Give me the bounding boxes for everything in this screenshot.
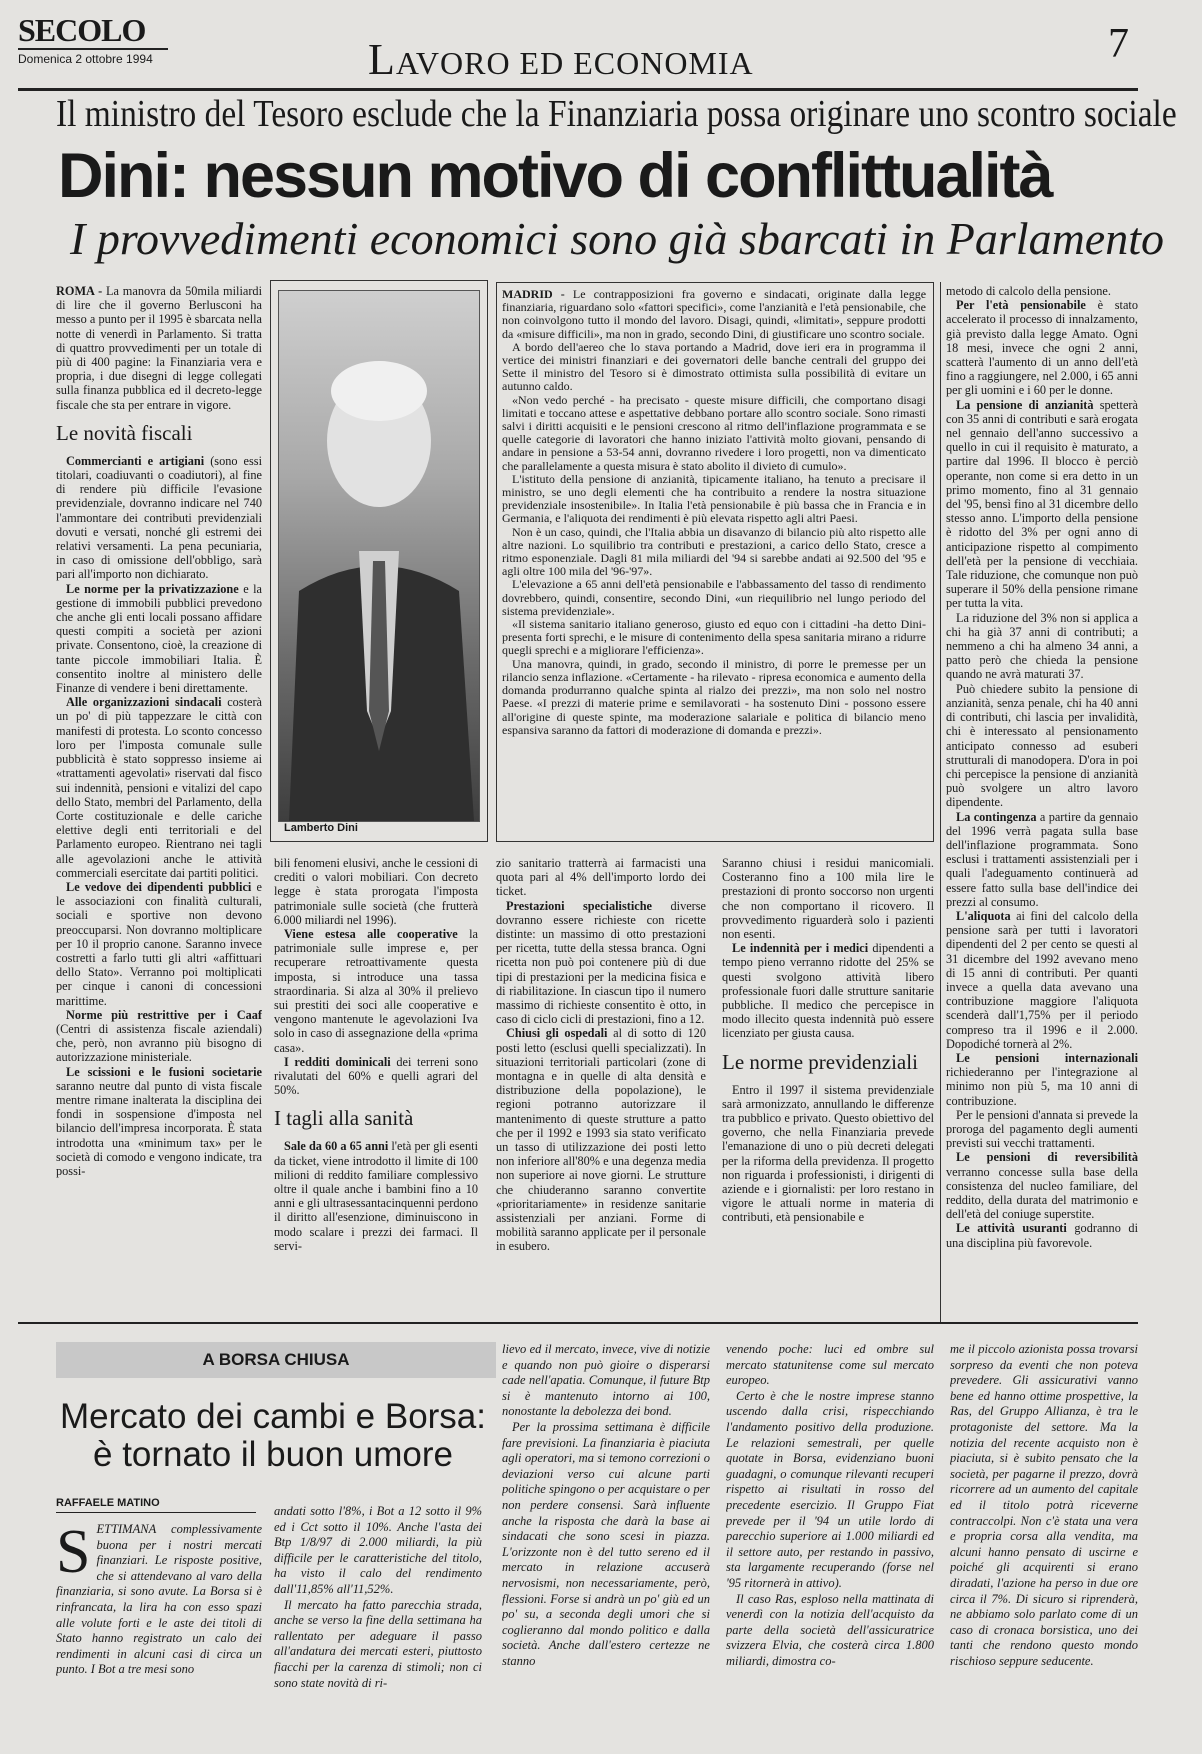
paragraph: richiederanno per l'integrazione al minimo non più 5, ma 10 anni di contribuzione. [946, 1065, 1138, 1108]
paragraph: (sono essi titolari, coadiuvanti o coadiutori), al fine di rendere più difficile l'evasione previdenziale, dovranno indicare nel 740 l'ammontare dei contributi previdenziali dovuti e versati, nonché gli estremi dei relativi versamenti. La pena pecuniaria, in caso di omissione dell'obbligo, sarà pari all'importo non dichiarato. [56, 453, 262, 582]
paragraph: A bordo dell'aereo che lo stava portando a Madrid, dove ieri era in programma il vertice dei ministri finanziari e dei governatori delle banche centrali del gruppo dei Sette il ministro del Tesoro si è dimostrato ottimista sulla possibilità di evitare un autunno caldo. [502, 339, 926, 394]
paragraph: Per la prossima settimana è difficile fare previsioni. La finanziaria è piaciuta agli operatori, ma si temono correzioni o deviazioni verso cui alcune parti politiche spingono o per acquistare o per non perdere consensi. Sarà influente anche la risposta che darà la base ai sindacati che sono scesi in piazza. L'orizzonte non è del tutto sereno ed il mercato in relazione accuserà nervosismi, non necessariamente, però, flessioni. Forse si andrà un po' giù ed un po' su, a seconda degli umori che si coglieranno dal mondo politico e dalla società. Anche dall'estero certezze ne stanno [502, 1419, 710, 1668]
paragraph: «Non vedo perché - ha precisato - queste misure difficili, che comportano disagi limitati e toccano attese e aspettative debbano portare allo scontro sociale. Sono rimasti salvi i diritti acquisiti e le pensioni crescono al ritmo dell'inflazione programmata e se quelle categorie di lavoratori che hanno iniziato l'attività molto giovani, pensando di andare in pensione a 53-54 anni, dovranno rivedere i loro progetti, non va dimenticato che parallelamente a questa misura è stato abolito il divieto di cumulo». [502, 392, 926, 473]
byline-rule [56, 1512, 256, 1513]
article-column-5 [946, 284, 1138, 1320]
paragraph: la patrimoniale sulle imprese e, per recuperare retroattivamente questa imposta, si introduce una tassa straordinaria. Si alza al 30% il prelievo sui prestiti dei soci alle cooperative e vengono mantenute le agevolazioni Iva solo in caso di assegnazione della «prima casa». [274, 927, 478, 1055]
paragraph: Il mercato ha fatto parecchia strada, anche se verso la fine della settimana ha rallentato per adeguare il passo all'andatura dei mercati esteri, piuttosto fiacchi per la carenza di stimoli; non ci sono state novità di ri- [274, 1597, 482, 1690]
paragraph: Per le pensioni d'annata si prevede la proroga del pagamento degli aumenti previsti sui vecchi trattamenti. [946, 1107, 1138, 1151]
section-heading: Le novità fiscali [56, 420, 193, 445]
paragraph-lead: La pensione di anzianità [956, 397, 1094, 412]
paragraph-lead: Norme più restrittive per i Caaf [66, 1007, 262, 1022]
paragraph: diverse dovranno essere richieste con ricette distinte: un massimo di otto prestazioni per ricetta, tutte della stessa branca. Ogni ricetta non può poi contenere più di due tipi di prestazioni per la medicina fisica e di riabilitazione. In ciascun tipo il numero massimo di richieste consentito è otto, in caso di ciclo cicli di prestazioni, fino a 12. [496, 898, 706, 1027]
bottom-rule [18, 1322, 1138, 1324]
paragraph-lead: Prestazioni specialistiche [506, 898, 652, 913]
newspaper-name: SECOLO [18, 12, 146, 48]
paragraph-lead: Le indennità per i medici [732, 941, 869, 956]
article-column-1 [56, 284, 262, 1324]
article-column-2 [274, 856, 478, 1320]
paragraph: Non è un caso, quindi, che l'Italia abbia un disavanzo di bilancio più alto rispetto alle altre nazioni. Lo squilibrio tra contributi e prestazioni, a carico dello Stato, cresce a ritmo esponenziale. Dagli 81 mila miliardi del '94 si sarebbe andati ai 92.500 del '95 e agli oltre 100 mila del '96-'97». [502, 524, 926, 579]
issue-date: Domenica 2 ottobre 1994 [18, 52, 153, 66]
borsa-headline: Mercato dei cambi e Borsa: è tornato il buon umore [59, 1397, 486, 1474]
lead-text: La manovra da 50mila miliardi di lire che il governo Berlusconi ha messo a punto per il 1995 è sbarcata nella notte di venerdì in Parlamento. Si tratta di quattro provvedimenti per un totale di più di 400 pagine: la Finanziaria vera e propria, i due disegni di legge collegati sulla finanza pubblica ed il decreto-legge fiscale che sta per entrare in vigore. [56, 284, 262, 412]
paragraph: me il piccolo azionista possa trovarsi sorpreso da eventi che non poteva prevedere. Gli assicurativi vanno bene ed hanno ottime prospettive, la Ras, del Gruppo Allianza, è tra le protagoniste del settore. Ma la notizia del recente acquisto non è piaciuta, si è subito pensato che la società, per pagarne il prezzo, dovrà ricorrere ad un aumento del capitale ed il titolo potrà riceverne contraccolpi. Non c'è stata una vera e propria corsa alla vendita, ma alcuni hanno pensato di uscirne e poiché gli acquirenti si erano diradati, l'azione ha perso in due ore circa il 7%. Di sicuro si riprenderà, ne abbiamo solo parlato come di un caso di cronaca borsistica, uno dei tanti che rendono questo mondo rischioso seppure seducente. [950, 1342, 1138, 1668]
paragraph: e la gestione di immobili pubblici prevedono che anche gli enti locali possano affidare questi compiti a società per azioni private. Consentono, cioè, la creazione di tante piccole immobiliari Italia. È consentito inoltre al ministero delle Finanze di vendere i beni direttamente. [56, 581, 262, 696]
kicker: Il ministro del Tesoro esclude che la Finanziaria possa originare uno scontro sociale [56, 93, 1177, 135]
portrait-figure [279, 291, 479, 821]
paragraph: e le associazioni con finalità culturali, sociali e sportive non devono preoccuparsi. Non dovranno moltiplicare per 10 il proprio canone. Saranno invece costretti a farlo tutti gli altri «affittuari dello Stato». Verranno poi moltiplicati per cinque i canoni di concessioni marittime. [56, 879, 262, 1008]
borsa-banner: A BORSA CHIUSA [56, 1342, 496, 1378]
portrait-photo [278, 290, 480, 822]
paragraph: La riduzione del 3% non si applica a chi ha già 37 anni di contributi; a nemmeno a chi ha almeno 34 anni, a patto però che chieda la pensione quando ne avrà maturati 37. [946, 610, 1138, 682]
headline: Dini: nessun motivo di conflittualità [58, 141, 1052, 211]
paragraph: godranno di una disciplina più favorevole. [946, 1221, 1138, 1250]
paragraph: l'età per gli esenti da ticket, viene introdotto il limite di 100 milioni di reddito familiare complessivo oltre il quale anche i bambini fino a 10 anni e gli ultrasessantacinquenni perdono il diritto all'esenzione, diminuiscono in modo scalare i prezzi dei farmaci. Il servi- [274, 1139, 478, 1253]
borsa-column-1 [56, 1522, 262, 1734]
section-initial: L [368, 35, 396, 84]
paragraph: lievo ed il mercato, invece, vive di notizie e quando non può gioire o disperarsi cade nell'apatia. Comunque, il future Btp si è mantenuto intorno ai 100, nonostante la debolezza dei bond. [502, 1342, 710, 1419]
paragraph: spetterà con 35 anni di contributi e sarà erogata nel gennaio dell'anno successivo a quello in cui il requisito è maturato, a partire dal 1996. Il blocco è perciò operante, non come si era detto in un primo momento, fino al 31 gennaio del '95, bensì fino al 31 dicembre dello stesso anno. L'importo della pensione è ridotto del 3% per ogni anno di anticipazione rispetto al compimento dell'età per la pensione di vecchiaia. Tale riduzione, che comunque non può superare il 50% della pensione rimane per tutta la vita. [946, 397, 1138, 611]
masthead-rule [18, 48, 168, 50]
paragraph-lead: Le pensioni di reversibilità [956, 1150, 1138, 1165]
paragraph-lead: Le scissioni e le fusioni societarie [66, 1064, 262, 1079]
paragraph-lead: Per l'età pensionabile [956, 298, 1086, 313]
paragraph-lead: Le attività usuranti [956, 1221, 1067, 1236]
paragraph-lead: I redditi dominicali [284, 1054, 391, 1069]
paragraph: zio sanitario tratterrà ai farmacisti una quota pari al 4% dell'importo lordo dei ticket. [496, 856, 706, 899]
dateline: ROMA - [56, 284, 103, 298]
paragraph: «Il sistema sanitario italiano generoso, giusto ed equo con i cittadini -ha detto Dini- presenta forti sprechi, e le misure di contenimento della spesa sanitaria mirano a ridurre quegli sprechi e a migliorare l'efficienza». [502, 617, 926, 658]
paragraph-lead: L'aliquota [956, 908, 1011, 923]
drop-cap: S [56, 1522, 91, 1586]
paragraph: Una manovra, quindi, in grado, secondo il ministro, di porre le premesse per un rilancio senza inflazione. «Certamente - ha rilevato - ripresa economica e aumento della domanda produrranno qualche spinta al rialzo dei prezzi», ma non solo nel nostro Paese. «I prezzi di materie prime e semilavorati - ha sostenuto Dini - possono essere all'origine di queste spinte, ma moderazione salariale e politica di bilancio meno espansiva saranno da fattori di moderazione di domanda e prezzi». [502, 656, 926, 737]
paragraph: ai fini del calcolo della pensione sarà per tutti i lavoratori dipendenti del 2 per cento se questi al 31 dicembre del 1992 avevano meno di 15 anni di contributi. Per quanti invece a quella data avevano una contribuzione maggiore l'aliquota scenderà dall'1,75% per il periodo compreso tra il 1996 e il 2.000. Dopodiché tornerà al 2%. [946, 908, 1138, 1051]
section-heading: I tagli alla sanità [274, 1106, 414, 1131]
article-column-4 [722, 856, 934, 1320]
section-rest: AVORO ED ECONOMIA [395, 45, 754, 81]
paragraph: saranno neutre dal punto di vista fiscale mentre rimane inalterata la disciplina dei fondi in sospensione d'imposta nel bilancio dell'impresa incorporata. È stata introdotta una «minimum tax» per le società di comodo e vengono indicate, tra possi- [56, 1078, 262, 1178]
paragraph-lead: Le norme per la privatizzazione [66, 581, 239, 596]
paragraph: a partire da gennaio del 1996 verrà pagata sulla base dell'inflazione programmata. Sono esclusi i trattamenti assistenziali per i quali l'adeguamento continuerà ad essere fatto sulla base dell'indice dei prezzi al consumo. [946, 809, 1138, 909]
paragraph: L'istituto della pensione di anzianità, tipicamente italiano, ha tenuto a precisare il ministro, se uno degli elementi che ha contribuito a rendere la nostra situazione previdenziale insostenibile». In Italia l'età pensionabile è più bassa che in Francia e in Germania, e l'aliquota dei rendimenti è più elevata rispetto agli altri Paesi. [502, 471, 926, 526]
borsa-column-4 [726, 1342, 934, 1736]
paragraph: bili fenomeni elusivi, anche le cessioni di crediti o valori mobiliari. Con decreto legge è stata prorogata l'imposta patrimoniale sulle società (che frutterà 6.000 miliardi nel 1996). [274, 856, 478, 927]
paragraph-lead: Commercianti e artigiani [66, 453, 205, 468]
photo-caption: Lamberto Dini [284, 822, 358, 834]
paragraph: ETTIMANA complessivamente buona per i nostri mercati finanziari. Le risposte positive, che si attendevano al varo della finanziaria, si sono avute. La Borsa si è rinfrancata, la lira ha con esso spazi alle volute forti e le aste dei titoli di Stato hanno registrato un calo dei rendimenti in alcuni casi di circa un punto. I Bot a tre mesi sono [56, 1522, 262, 1677]
boxed-article [502, 288, 926, 836]
paragraph: è stato accelerato il processo di innalzamento, già previsto dalla legge Amato. Ogni 18 mesi, invece che ogni 2 anni, scatterà l'aumento di un anno dell'età fino a raggiungere, nel 2.000, i 65 anni per gli uomini e i 60 per le donne. [946, 298, 1138, 398]
paragraph-lead: Le pensioni internazionali [956, 1050, 1138, 1065]
section-heading: Le norme previdenziali [722, 1049, 918, 1074]
paragraph: Il caso Ras, esploso nella mattinata di venerdì con la notizia dell'acquisto da parte della società dell'assicuratrice svizzera Elvia, che costerà circa 1.800 miliardi, dimostra co- [726, 1591, 934, 1668]
paragraph: Le contrapposizioni fra governo e sindacati, originate dalla legge finanziaria, riguardano solo «fattori specifici», come l'anzianità e l'età pensionabile, che non coinvolgono tutto il mondo del lavoro. Disagi, quindi, «limitati», seppure prodotti da «misure difficili», ma non in grado, secondo Dini, di giustificare uno scontro sociale. [502, 288, 926, 341]
dateline: MADRID - [502, 288, 565, 301]
paragraph: Entro il 1997 il sistema previdenziale sarà armonizzato, annullando le differenze tra pubblico e privato. Questo obiettivo del governo, che nella Finanziaria prevede l'emanazione di uno o più decreti delegati per la riforma della previdenza. Il progetto non riguarda i professionisti, i dirigenti di aziende e i giornalisti: per loro restano in vigore le attuali norme in materia di contributi, età pensionabile e [722, 1082, 934, 1225]
paragraph: Certo è che le nostre imprese stanno uscendo dalla crisi, rispecchiando l'andamento positivo della produzione. Le relazioni semestrali, per quelle quotate in Borsa, evidenziano buoni guadagni, o comunque rilevanti recuperi rispetto ai risultati in rosso del precedente esercizio. Il Gruppo Fiat prevede per il '94 un utile lordo di parecchio superiore ai 1.000 miliardi ed il settore auto, per restando in passivo, sta largamente recuperando (forse nel '95 ritornerà in attivo). [726, 1388, 934, 1590]
paragraph: Può chiedere subito la pensione di anzianità, senza penale, chi ha 40 anni di contributi, chi lascia per invalidità, chi è interessato al pensionamento anticipato connesso ad esuberi strutturali di manodopera. D'ora in poi chi percepisce la pensione di anzianità può svolgere un altro lavoro dipendente. [946, 681, 1138, 810]
paragraph: al di sotto di 120 posti letto (esclusi quelli specializzati). In situazioni territoriali particolari (zone di montagna e in quelle di alta densità e distribuzione della popolazione), le regioni potranno autorizzare il mantenimento di queste strutture a patto che per il 1992 e 1993 sia stato verificato un tasso di utilizzazione dei posti letto non inferiore all'80% e una degenza media non superiore ai nove giorni. Le strutture che chiuderanno saranno convertite «prioritariamente» in residenze sanitarie assistenziali per anziani. Forme di mobilità saranno applicate per il personale in esubero. [496, 1026, 706, 1254]
paragraph: andati sotto l'8%, i Bot a 12 sotto il 9% ed i Cct sotto il 10%. Anche l'asta dei Btp 1/8/97 di 2.000 miliardi, la più difficile per le caratteristiche del titolo, ha visto il calo del rendimento dall'11,85% all'11,52%. [274, 1504, 482, 1596]
page-number: 7 [1108, 21, 1129, 67]
section-title [368, 34, 754, 85]
column-divider [940, 282, 941, 1322]
borsa-column-3 [502, 1342, 710, 1736]
borsa-column-2 [274, 1504, 482, 1736]
paragraph-lead: La contingenza [956, 809, 1037, 824]
paragraph: dei terreni sono rivalutati del 60% e quelli agrari del 50%. [274, 1054, 478, 1098]
paragraph: costerà un po' di più tappezzare le città con manifesti di protesta. Lo sconto concesso loro per l'imposta comunale sulle pubblicità è stato soppresso insieme ai «trattamenti agevolati» riservati dal fisco sui indennità, pensioni e vitalizi del capo dello Stato, membri del Parlamento, della Corte costituzionale e delle cariche elettive degli enti territoriali e del Parlamento europeo. Rientrano nei tagli alle agevolazioni anche le attività commerciali esercitate dai partiti politici. [56, 695, 262, 880]
subheadline: I provvedimenti economici sono già sbarcati in Parlamento [70, 213, 1165, 264]
byline: RAFFAELE MATINO [56, 1497, 160, 1509]
paragraph: dipendenti a tempo pieno verranno ridotte del 25% se questi svolgono attività libero professionale fuori dalle strutture sanitarie pubbliche. Il medico che percepisce in modo illecito questa indennità può essere licenziato per giusta causa. [722, 941, 934, 1041]
paragraph-lead: Le vedove dei dipendenti pubblici [66, 879, 252, 894]
top-rule [18, 88, 1138, 91]
paragraph-lead: Chiusi gli ospedali [506, 1026, 608, 1041]
borsa-column-5 [950, 1342, 1138, 1736]
paragraph: L'elevazione a 65 anni dell'età pensionabile e l'abbassamento del tasso di rendimento dovrebbero, quindi, consentire, secondo Dini, «un riequilibrio nel lungo periodo del sistema previdenziale». [502, 577, 926, 618]
paragraph-lead: Viene estesa alle cooperative [284, 927, 458, 942]
paragraph: verranno concesse sulla base della consistenza del nucleo familiare, del reddito, della durata del matrimonio e dell'età del coniuge superstite. [946, 1164, 1138, 1222]
article-column-3 [496, 856, 706, 1320]
paragraph-lead: Alle organizzazioni sindacali [66, 695, 222, 710]
paragraph: venendo poche: luci ed ombre sul mercato statunitense come sul mercato europeo. [726, 1342, 934, 1388]
paragraph: metodo di calcolo della pensione. [946, 284, 1111, 298]
paragraph: Saranno chiusi i residui manicomiali. Costeranno fino a 100 mila lire le prestazioni di pronto soccorso non urgenti che non comportano il ricovero. Il provvedimento riguarderà solo i pazienti non esenti. [722, 856, 934, 942]
paragraph-lead: Sale da 60 a 65 anni [284, 1139, 389, 1154]
paragraph: (Centri di assistenza fiscale aziendali) che, però, non avranno più bisogno di autorizzazione ministeriale. [56, 1021, 262, 1065]
